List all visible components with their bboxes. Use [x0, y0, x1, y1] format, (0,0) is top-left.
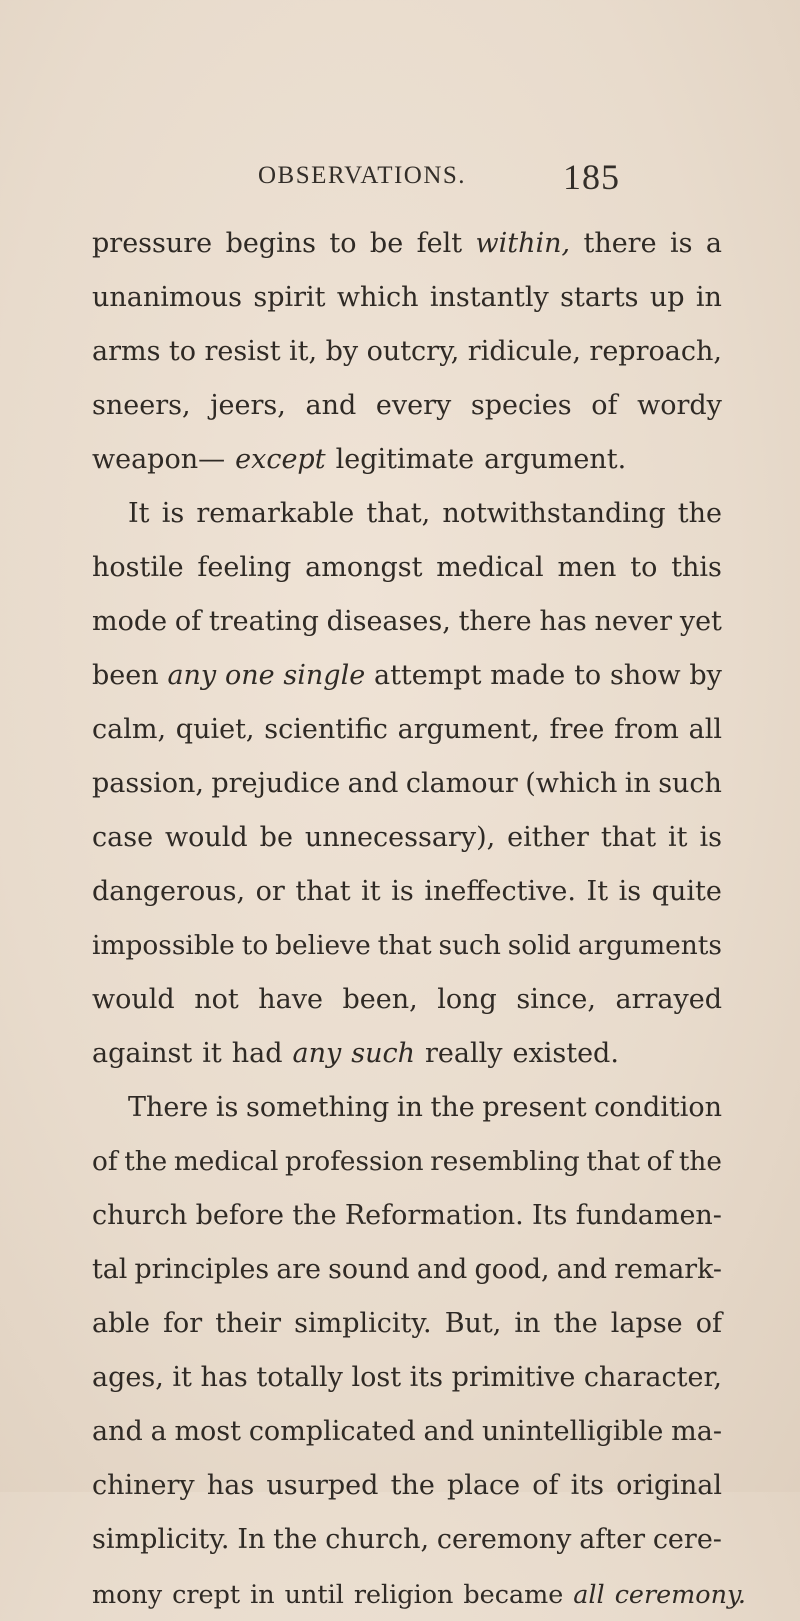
- word: lost: [351, 1362, 402, 1393]
- italic-word: single: [283, 660, 366, 691]
- word: its: [570, 1470, 604, 1501]
- word: and: [416, 1254, 468, 1285]
- word: been: [92, 660, 159, 691]
- word: impossible: [92, 930, 235, 961]
- text-line: [92, 811, 722, 865]
- word: felt: [416, 228, 463, 259]
- word: (which: [525, 768, 618, 799]
- word: spirit: [253, 282, 326, 313]
- word: or: [255, 876, 285, 907]
- word: up: [649, 282, 685, 313]
- italic-word: except: [235, 444, 326, 475]
- word: since,: [516, 984, 596, 1015]
- word: resist: [204, 336, 281, 367]
- word: It: [128, 498, 150, 529]
- word: against: [92, 1038, 193, 1069]
- word: is: [161, 498, 185, 529]
- text-line: [92, 1081, 722, 1135]
- word: to: [241, 930, 269, 961]
- word: has: [200, 1362, 248, 1393]
- word: arrayed: [615, 984, 722, 1015]
- word: reproach,: [589, 336, 722, 367]
- word: in: [624, 768, 651, 799]
- word: arguments: [577, 930, 722, 961]
- word: by: [689, 660, 722, 691]
- word: not: [194, 984, 239, 1015]
- word: the: [124, 1147, 168, 1177]
- text-line: [92, 1459, 722, 1513]
- word: something: [245, 1092, 390, 1123]
- word: ineffective.: [424, 876, 576, 907]
- word: is: [391, 876, 414, 907]
- word: ridicule,: [467, 336, 581, 367]
- word: ma-: [671, 1416, 722, 1447]
- word: its: [409, 1362, 443, 1393]
- word: in: [250, 1579, 275, 1609]
- text-line: [92, 595, 722, 649]
- word: unanimous: [92, 282, 243, 313]
- word: this: [671, 552, 722, 583]
- word: has: [539, 606, 587, 637]
- word: scientific: [264, 714, 388, 745]
- word: principles: [134, 1254, 270, 1285]
- word: it: [361, 876, 381, 907]
- word: character,: [583, 1362, 722, 1393]
- word: would: [165, 822, 248, 853]
- word: dangerous,: [92, 876, 246, 907]
- italic-word: any: [167, 660, 217, 691]
- word: such: [438, 930, 501, 961]
- word: the: [390, 1470, 435, 1501]
- word: amongst: [305, 552, 423, 583]
- running-head: [0, 152, 800, 197]
- word: sneers,: [92, 390, 191, 421]
- text-line: [92, 271, 722, 325]
- word: simplicity.: [294, 1308, 432, 1339]
- word: it: [202, 1038, 222, 1069]
- word: condition: [594, 1092, 722, 1123]
- word: either: [507, 822, 589, 853]
- word: such: [658, 768, 722, 799]
- word: wordy: [637, 390, 722, 421]
- word: medical: [436, 552, 544, 583]
- word: remark-: [614, 1254, 722, 1285]
- word: able: [92, 1308, 150, 1339]
- word: weapon—: [92, 444, 226, 475]
- text-line: [92, 973, 722, 1027]
- word: that: [377, 930, 432, 961]
- word: clamour: [405, 768, 518, 799]
- word: primitive: [451, 1362, 576, 1393]
- italic-word: such: [351, 1038, 416, 1069]
- word: of: [646, 1147, 673, 1177]
- word: medical: [173, 1147, 279, 1177]
- word: usurped: [266, 1470, 379, 1501]
- word: present: [482, 1092, 587, 1123]
- word: and: [556, 1254, 608, 1285]
- word: pressure: [92, 228, 213, 259]
- word: calm,: [92, 714, 167, 745]
- word: be: [369, 228, 404, 259]
- word: most: [174, 1416, 242, 1447]
- word: it: [668, 822, 688, 853]
- word: argument.: [484, 444, 627, 475]
- word: it,: [289, 336, 318, 367]
- word: of: [591, 390, 618, 421]
- word: the: [553, 1308, 598, 1339]
- word: which: [336, 282, 419, 313]
- page-number: 185: [563, 157, 620, 197]
- text-line: [92, 1135, 722, 1189]
- text-line: [92, 325, 722, 379]
- text-line: [92, 919, 722, 973]
- word: every: [375, 390, 452, 421]
- word: are: [276, 1254, 321, 1285]
- word: instantly: [429, 282, 549, 313]
- word: is: [669, 228, 693, 259]
- word: yet: [679, 606, 722, 637]
- word: lapse: [610, 1308, 683, 1339]
- text-line: [92, 1297, 722, 1351]
- word: church,: [325, 1524, 430, 1555]
- text-line: [92, 487, 722, 541]
- italic-word: any: [292, 1038, 342, 1069]
- word: is: [215, 1092, 239, 1123]
- word: after: [579, 1524, 646, 1555]
- text-line: [92, 757, 722, 811]
- word: diseases,: [326, 606, 451, 637]
- word: there: [458, 606, 532, 637]
- word: case: [92, 822, 154, 853]
- word: that,: [366, 498, 431, 529]
- text-line: [92, 1405, 722, 1459]
- word: has: [206, 1470, 255, 1501]
- text-line: [92, 217, 722, 271]
- word: of: [532, 1470, 559, 1501]
- word: simplicity.: [92, 1524, 230, 1555]
- word: of: [695, 1308, 722, 1339]
- italic-word: one: [224, 660, 275, 691]
- word: complicated: [248, 1416, 416, 1447]
- word: fundamen-: [575, 1200, 722, 1231]
- word: hostile: [92, 552, 184, 583]
- word: But,: [444, 1308, 502, 1339]
- italic-word: within,: [475, 228, 571, 259]
- text-line: [92, 1567, 747, 1621]
- text-line: [92, 379, 722, 433]
- word: unintelligible: [482, 1416, 664, 1447]
- word: There: [128, 1092, 209, 1123]
- text-line: [92, 541, 722, 595]
- word: of: [174, 606, 202, 637]
- word: notwithstanding: [442, 498, 666, 529]
- word: Reformation.: [344, 1200, 524, 1231]
- word: chinery: [92, 1470, 195, 1501]
- word: is: [699, 822, 722, 853]
- word: church: [92, 1200, 188, 1231]
- text-line: [92, 865, 722, 919]
- word: a: [705, 228, 722, 259]
- word: jeers,: [210, 390, 286, 421]
- word: treating: [208, 606, 319, 637]
- word: in: [695, 282, 722, 313]
- word: for: [163, 1308, 203, 1339]
- word: species: [470, 390, 572, 421]
- word: sound: [328, 1254, 410, 1285]
- word: unnecessary),: [304, 822, 496, 853]
- running-title: OBSERVATIONS.: [258, 162, 467, 189]
- word: made: [490, 660, 566, 691]
- word: It: [586, 876, 609, 907]
- word: until: [284, 1579, 344, 1609]
- word: became: [463, 1579, 564, 1609]
- text-line: [92, 1513, 722, 1567]
- word: would: [92, 984, 175, 1015]
- word: starts: [560, 282, 639, 313]
- word: good,: [474, 1254, 550, 1285]
- word: prejudice: [211, 768, 341, 799]
- word: it: [172, 1362, 192, 1393]
- word: that: [295, 876, 351, 907]
- word: passion,: [92, 768, 204, 799]
- body-text: [92, 217, 747, 1621]
- word: in: [396, 1092, 423, 1123]
- word: resembling: [430, 1147, 580, 1177]
- word: and: [92, 1416, 143, 1447]
- word: the: [677, 498, 722, 529]
- word: to: [168, 336, 197, 367]
- word: be: [259, 822, 293, 853]
- word: by: [325, 336, 359, 367]
- word: the: [273, 1524, 318, 1555]
- text-line: [92, 649, 722, 703]
- word: the: [292, 1200, 337, 1231]
- word: Its: [532, 1200, 568, 1231]
- word: and: [347, 768, 399, 799]
- word: have: [258, 984, 323, 1015]
- word: free: [549, 714, 605, 745]
- word: outcry,: [366, 336, 460, 367]
- text-line: [92, 1189, 722, 1243]
- word: original: [616, 1470, 722, 1501]
- word: totally: [256, 1362, 343, 1393]
- word: quite: [651, 876, 722, 907]
- word: to: [574, 660, 602, 691]
- word: in: [514, 1308, 541, 1339]
- word: that: [600, 822, 657, 853]
- word: really: [425, 1038, 503, 1069]
- word: cere-: [652, 1524, 722, 1555]
- word: existed.: [512, 1038, 619, 1069]
- word: is: [618, 876, 642, 907]
- word: there: [583, 228, 657, 259]
- word: that: [586, 1147, 641, 1177]
- text-line: [92, 1351, 722, 1405]
- text-line: [92, 433, 722, 487]
- italic-word: ceremony.: [614, 1579, 747, 1609]
- word: religion: [353, 1579, 454, 1609]
- word: believe: [275, 930, 371, 961]
- word: mode: [92, 606, 168, 637]
- word: their: [215, 1308, 282, 1339]
- word: solid: [507, 930, 571, 961]
- word: In: [237, 1524, 266, 1555]
- word: place: [446, 1470, 521, 1501]
- word: attempt: [373, 660, 482, 691]
- word: long: [437, 984, 497, 1015]
- word: profession: [284, 1147, 424, 1177]
- word: tal: [92, 1254, 128, 1285]
- italic-word: all: [573, 1579, 605, 1609]
- word: had: [231, 1038, 283, 1069]
- word: never: [594, 606, 673, 637]
- word: before: [195, 1200, 285, 1231]
- word: begins: [225, 228, 316, 259]
- text-line: [92, 1243, 722, 1297]
- word: a: [150, 1416, 167, 1447]
- word: arms: [92, 336, 161, 367]
- word: from: [614, 714, 679, 745]
- word: show: [609, 660, 681, 691]
- word: ages,: [92, 1362, 164, 1393]
- word: been,: [342, 984, 418, 1015]
- text-line: [92, 703, 722, 757]
- word: crept: [172, 1579, 241, 1609]
- word: legitimate: [335, 444, 475, 475]
- word: quiet,: [175, 714, 255, 745]
- word: to: [329, 228, 357, 259]
- word: remarkable: [196, 498, 355, 529]
- word: the: [678, 1147, 722, 1177]
- word: of: [92, 1147, 118, 1177]
- word: all: [688, 714, 722, 745]
- word: ceremony: [436, 1524, 572, 1555]
- word: and: [305, 390, 357, 421]
- word: mony: [92, 1579, 163, 1609]
- word: the: [430, 1092, 475, 1123]
- word: argument,: [397, 714, 540, 745]
- text-line: [92, 1027, 722, 1081]
- word: feeling: [197, 552, 292, 583]
- word: men: [557, 552, 617, 583]
- word: to: [630, 552, 658, 583]
- word: and: [423, 1416, 475, 1447]
